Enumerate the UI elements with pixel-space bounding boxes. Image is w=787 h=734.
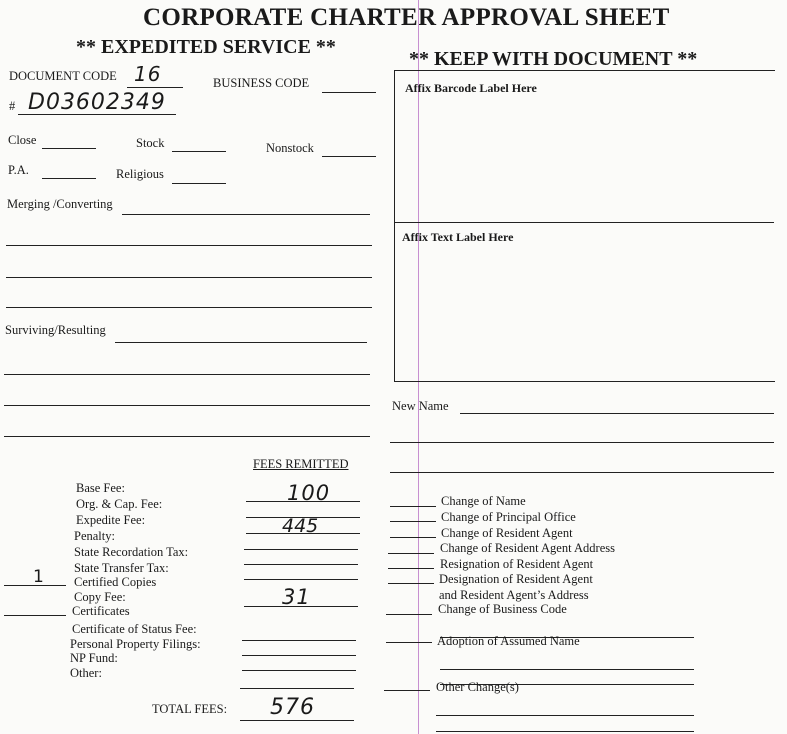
fee-label-copy: Copy Fee:	[74, 590, 126, 604]
change-of-resident-agent-address-label: Change of Resident Agent Address	[440, 541, 615, 555]
nonstock-label: Nonstock	[266, 141, 314, 155]
designation-of-resident-agent-label: Designation of Resident Agent	[439, 572, 593, 586]
certificates-count-line[interactable]	[4, 615, 66, 616]
fee-label-state-recordation: State Recordation Tax:	[74, 545, 189, 559]
fee-line-np-fund[interactable]	[242, 670, 356, 671]
adoption-of-assumed-name-label: Adoption of Assumed Name	[437, 634, 580, 648]
fee-label-base: Base Fee:	[76, 481, 125, 495]
merging-line-3[interactable]	[6, 277, 372, 278]
religious-label: Religious	[116, 167, 164, 181]
fee-label-other: Other:	[70, 666, 102, 680]
surviving-resulting-label: Surviving/Resulting	[5, 323, 106, 337]
barcode-label-area: Affix Barcode Label Here	[405, 81, 537, 95]
surviving-line-2[interactable]	[4, 374, 370, 375]
check-line-7[interactable]	[386, 642, 432, 643]
label-box	[394, 70, 775, 382]
fee-label-org-cap: Org. & Cap. Fee:	[76, 497, 163, 511]
fee-line-penalty[interactable]	[244, 549, 358, 550]
fee-label-np-fund: NP Fund:	[70, 651, 118, 665]
business-code-line[interactable]	[322, 92, 376, 93]
stock-label: Stock	[136, 136, 165, 150]
fee-value-copy[interactable]: 31	[282, 585, 311, 609]
fee-line-other[interactable]	[240, 688, 354, 689]
document-code-label: DOCUMENT CODE	[9, 69, 117, 83]
fee-label-expedite: Expedite Fee:	[76, 513, 146, 527]
pa-label: P.A.	[8, 163, 29, 177]
new-name-line-1[interactable]	[460, 413, 774, 414]
text-label-area: Affix Text Label Here	[402, 230, 514, 244]
surviving-line-4[interactable]	[4, 436, 370, 437]
change-of-principal-office-label: Change of Principal Office	[441, 510, 576, 524]
expedited-service-note: ** EXPEDITED SERVICE **	[76, 36, 336, 58]
merging-converting-label: Merging /Converting	[7, 197, 113, 211]
check-line-5[interactable]	[388, 583, 434, 584]
fee-line-certificate-status[interactable]	[242, 640, 356, 641]
other-changes-label: Other Change(s)	[436, 680, 519, 694]
fee-label-penalty: Penalty:	[74, 529, 115, 543]
total-fees-line[interactable]	[240, 720, 354, 721]
total-fees-label: TOTAL FEES:	[152, 702, 228, 716]
fees-remitted-header: FEES REMITTED	[253, 457, 349, 471]
fee-line-personal-property[interactable]	[242, 655, 356, 656]
check-line-8[interactable]	[384, 690, 430, 691]
change-of-resident-agent-label: Change of Resident Agent	[441, 526, 573, 540]
change-of-name-label: Change of Name	[441, 494, 526, 508]
merging-line-1[interactable]	[122, 214, 370, 215]
fee-value-expedite[interactable]: 445	[282, 515, 319, 537]
label-box-divider	[394, 222, 774, 223]
check-line-4[interactable]	[388, 568, 434, 569]
stock-line[interactable]	[172, 151, 226, 152]
check-line-1[interactable]	[390, 521, 436, 522]
merging-line-2[interactable]	[6, 245, 372, 246]
close-line[interactable]	[42, 148, 96, 149]
check-line-6[interactable]	[386, 614, 432, 615]
number-prefix: #	[9, 99, 16, 113]
fee-value-base[interactable]: 100	[287, 481, 331, 505]
business-code-label: BUSINESS CODE	[213, 76, 310, 90]
check-line-2[interactable]	[390, 537, 436, 538]
pa-line[interactable]	[42, 178, 96, 179]
document-number-line	[18, 114, 176, 115]
fee-label-certified-copies: Certified Copies	[74, 575, 157, 589]
assumed-name-line-1[interactable]	[440, 669, 694, 670]
other-changes-line-2[interactable]	[436, 731, 694, 732]
nonstock-line[interactable]	[322, 156, 376, 157]
total-fees-value[interactable]: 576	[270, 695, 315, 720]
fee-line-state-transfer[interactable]	[244, 579, 358, 580]
change-of-business-code-label: Change of Business Code	[438, 602, 567, 616]
document-number-value[interactable]: D03602349	[28, 90, 166, 115]
new-name-line-2[interactable]	[390, 442, 774, 443]
fee-line-state-recordation[interactable]	[244, 564, 358, 565]
close-label: Close	[8, 133, 37, 147]
resignation-of-resident-agent-label: Resignation of Resident Agent	[440, 557, 594, 571]
check-line-3[interactable]	[388, 553, 434, 554]
resident-agent-address-label: and Resident Agent’s Address	[439, 588, 589, 602]
surviving-line-1[interactable]	[115, 342, 367, 343]
surviving-line-3[interactable]	[4, 405, 370, 406]
new-name-label: New Name	[392, 399, 449, 413]
certified-copies-count[interactable]: 1	[33, 567, 45, 587]
check-line-0[interactable]	[390, 506, 436, 507]
fee-label-personal-property: Personal Property Filings:	[70, 637, 201, 651]
document-code-value[interactable]: 16	[134, 62, 162, 86]
document-code-line	[127, 87, 183, 88]
religious-line[interactable]	[172, 183, 226, 184]
fee-label-certificates: Certificates	[72, 604, 130, 618]
merging-line-4[interactable]	[6, 307, 372, 308]
new-name-line-3[interactable]	[390, 472, 774, 473]
fee-label-state-transfer: State Transfer Tax:	[74, 561, 169, 575]
page-title: CORPORATE CHARTER APPROVAL SHEET	[143, 4, 670, 31]
keep-with-document-note: ** KEEP WITH DOCUMENT **	[409, 48, 698, 70]
other-changes-line-1[interactable]	[436, 715, 694, 716]
fee-label-certificate-status: Certificate of Status Fee:	[72, 622, 197, 636]
